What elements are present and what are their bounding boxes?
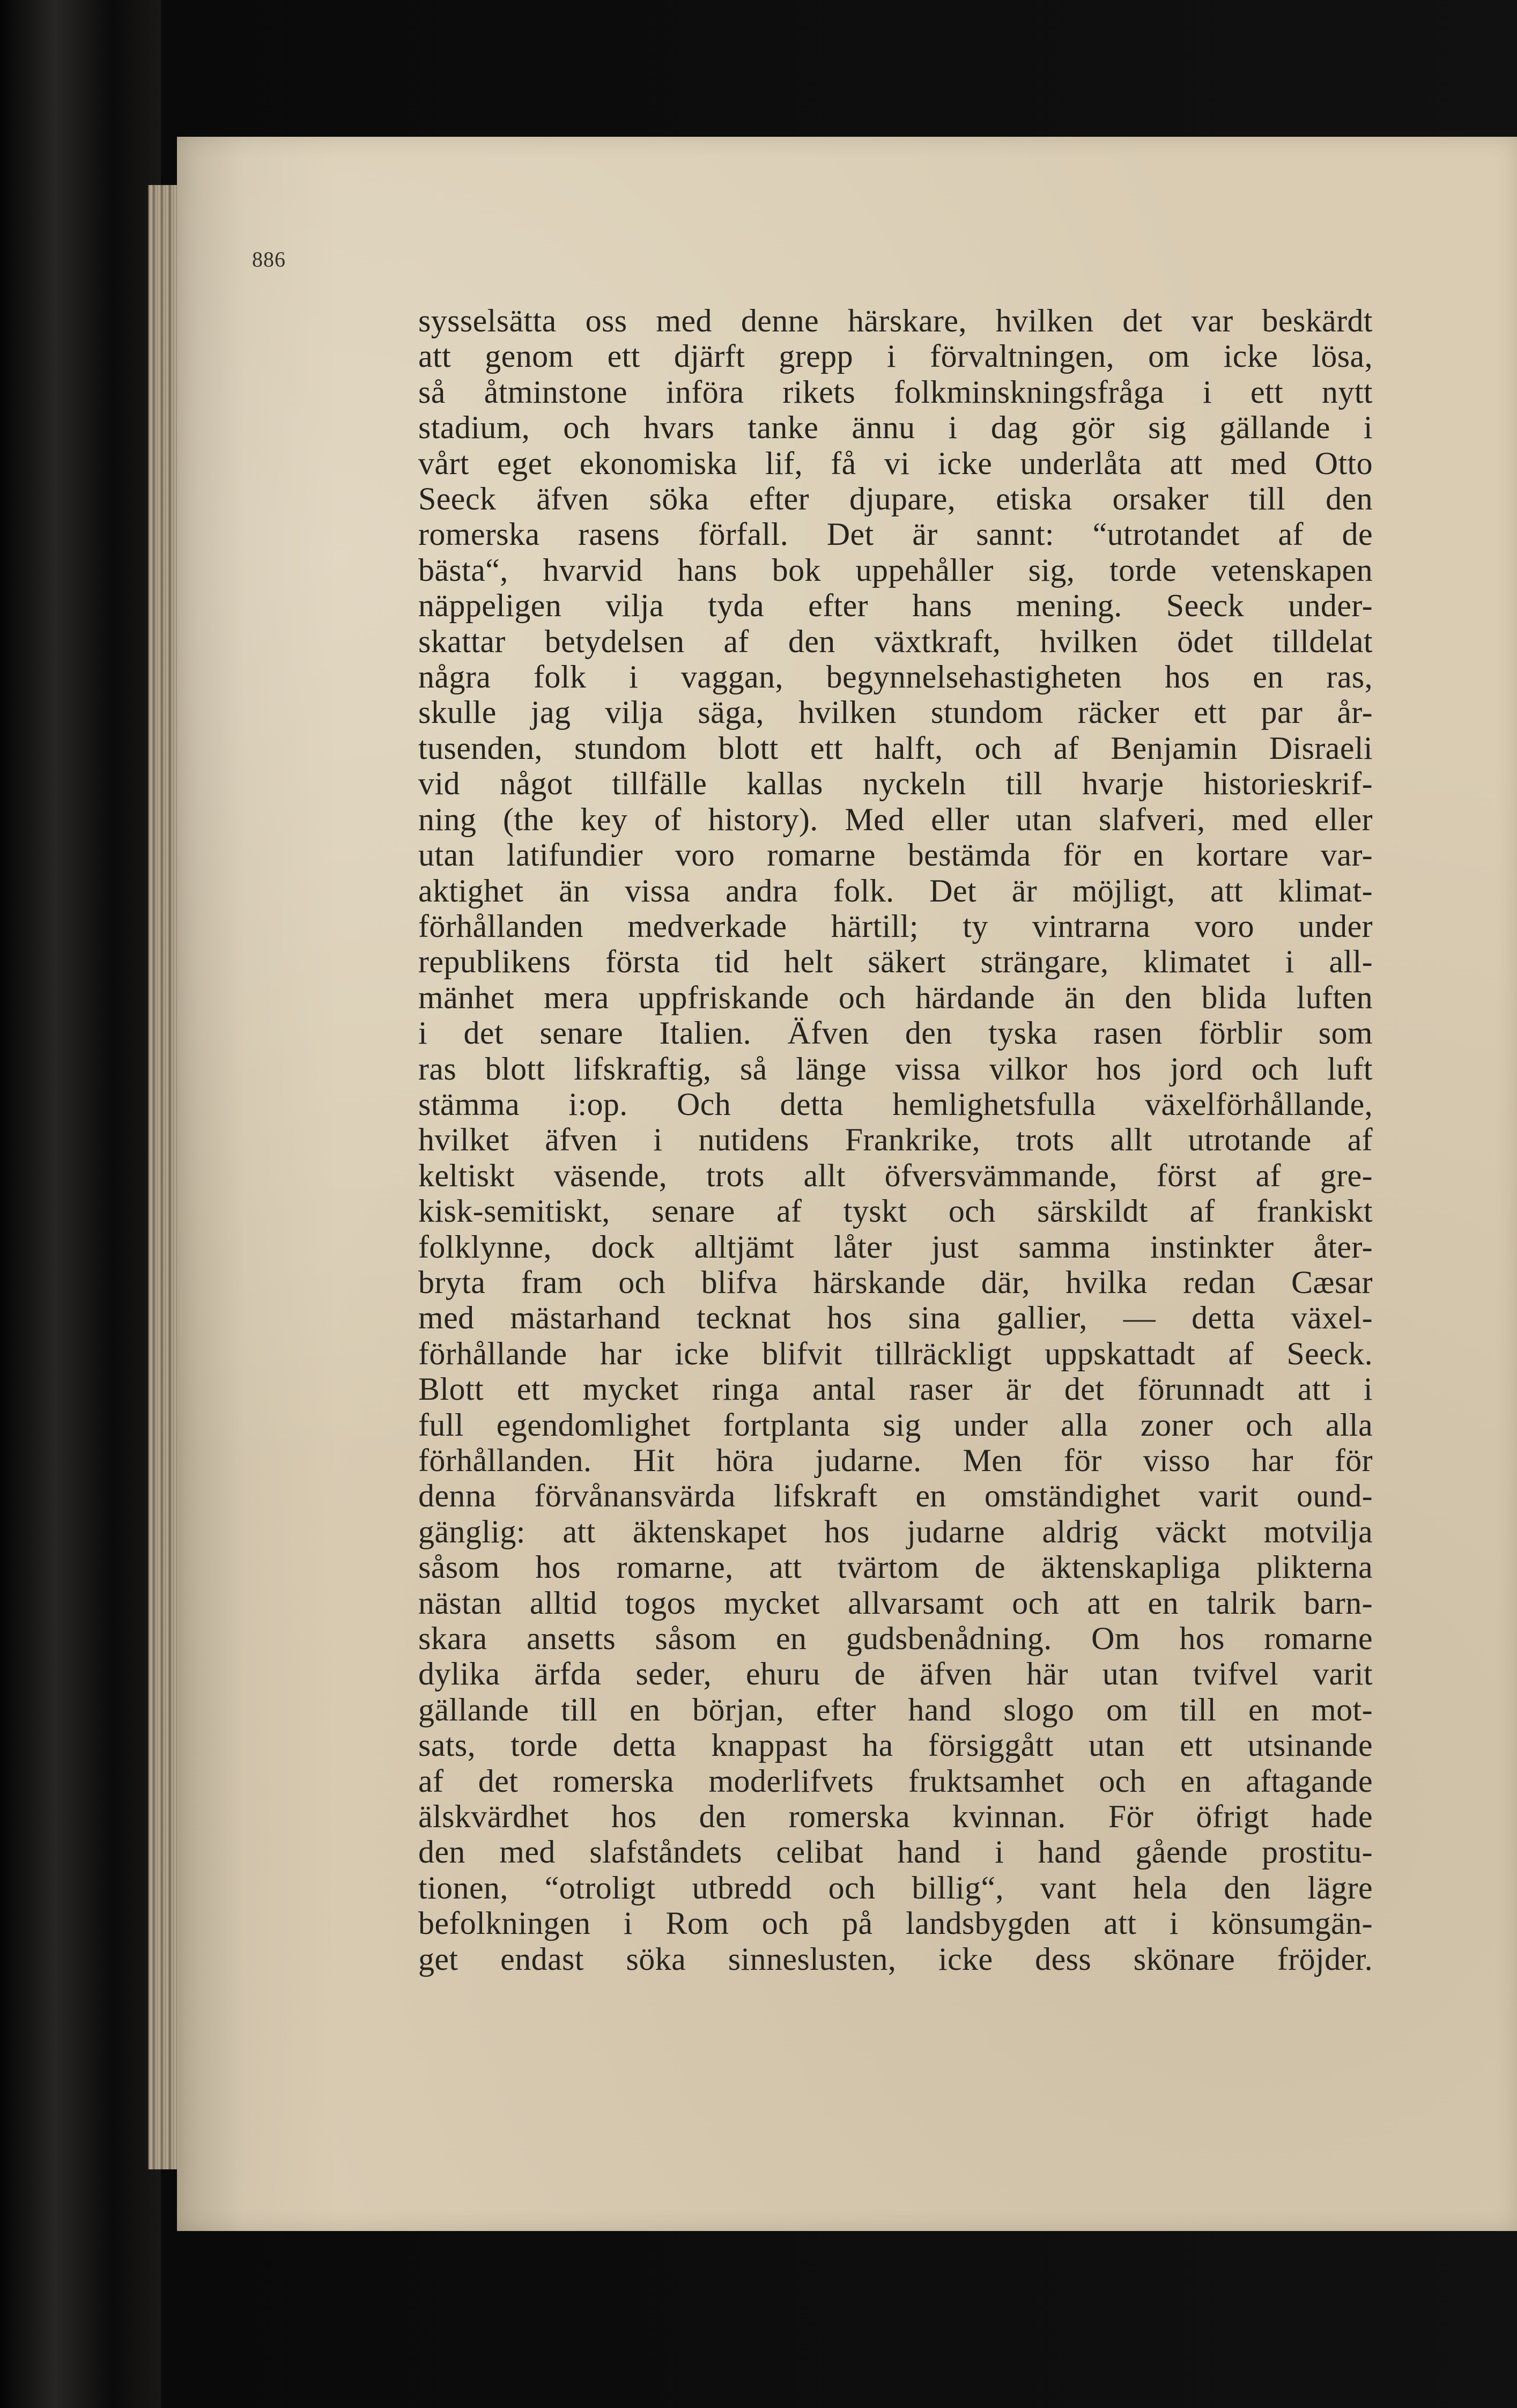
text-line: get endast söka sinneslusten, icke dess skönare fröjder. (418, 1941, 1373, 1977)
text-line: utan latifundier voro romarne bestämda för en kortare var- (418, 837, 1373, 873)
text-line: så åtminstone införa rikets folkminskningsfråga i ett nytt (418, 374, 1373, 410)
text-line: aktighet än vissa andra folk. Det är möjligt, att klimat- (418, 873, 1373, 908)
page-number: 886 (252, 247, 286, 271)
text-line: att genom ett djärft grepp i förvaltningen, om icke lösa, (418, 338, 1373, 374)
text-line: sysselsätta oss med denne härskare, hvilken det var beskärdt (418, 303, 1373, 338)
text-line: romerska rasens förfall. Det är sannt: “utrotandet af de (418, 516, 1373, 552)
text-line: förhållanden medverkade härtill; ty vintrarna voro under (418, 908, 1373, 944)
text-line: full egendomlighet fortplanta sig under alla zoner och alla (418, 1407, 1373, 1443)
text-line: bryta fram och blifva härskande där, hvilka redan Cæsar (418, 1264, 1373, 1300)
text-line: i det senare Italien. Äfven den tyska rasen förblir som (418, 1015, 1373, 1051)
text-line: ras blott lifskraftig, så länge vissa vilkor hos jord och luft (418, 1051, 1373, 1087)
text-line: näppeligen vilja tyda efter hans mening. Seeck under- (418, 588, 1373, 624)
text-line: stämma i:op. Och detta hemlighetsfulla växelförhållande, (418, 1086, 1373, 1122)
text-line: stadium, och hvars tanke ännu i dag gör sig gällande i (418, 410, 1373, 446)
text-line: några folk i vaggan, begynnelsehastigheten hos en ras, (418, 659, 1373, 695)
text-line: gällande till en början, efter hand slogo om till en mot- (418, 1691, 1373, 1727)
text-line: skara ansetts såsom en gudsbenådning. Om hos romarne (418, 1621, 1373, 1657)
text-line: den med slafståndets celibat hand i hand gående prostitu- (418, 1834, 1373, 1870)
text-line: skulle jag vilja säga, hvilken stundom räcker ett par år- (418, 695, 1373, 730)
text-line: bästa“, hvarvid hans bok uppehåller sig, torde vetenskapen (418, 552, 1373, 588)
text-line: vid något tillfälle kallas nyckeln till hvarje historieskrif- (418, 766, 1373, 802)
text-line: Seeck äfven söka efter djupare, etiska orsaker till den (418, 481, 1373, 517)
text-line: förhållanden. Hit höra judarne. Men för visso har för (418, 1443, 1373, 1478)
book-spine (0, 0, 161, 2408)
text-line: tusenden, stundom blott ett halft, och af Benjamin Disraeli (418, 730, 1373, 766)
text-line: gänglig: att äktenskapet hos judarne aldrig väckt motvilja (418, 1513, 1373, 1549)
text-line: skattar betydelsen af den växtkraft, hvilken ödet tilldelat (418, 623, 1373, 659)
text-line: ning (the key of history). Med eller utan slafveri, med eller (418, 801, 1373, 837)
text-line: såsom hos romarne, att tvärtom de äktenskapliga plikterna (418, 1549, 1373, 1585)
text-line: keltiskt väsende, trots allt öfversvämmande, först af gre- (418, 1157, 1373, 1193)
text-line: denna förvånansvärda lifskraft en omständighet varit ound- (418, 1478, 1373, 1514)
text-line: mänhet mera uppfriskande och härdande än den blida luften (418, 979, 1373, 1015)
text-line: sats, torde detta knappast ha försiggått utan ett utsinande (418, 1727, 1373, 1763)
text-line: folklynne, dock alltjämt låter just samma instinkter åter- (418, 1229, 1373, 1265)
text-line: nästan alltid togos mycket allvarsamt och att en talrik barn- (418, 1585, 1373, 1621)
text-line: Blott ett mycket ringa antal raser är det förunnadt att i (418, 1371, 1373, 1407)
text-line: tionen, “otroligt utbredd och billig“, vant hela den lägre (418, 1870, 1373, 1905)
page-text (418, 303, 1373, 1977)
text-line: kisk-semitiskt, senare af tyskt och särskildt af frankiskt (418, 1193, 1373, 1229)
text-line: hvilket äfven i nutidens Frankrike, trots allt utrotande af (418, 1122, 1373, 1158)
text-line: republikens första tid helt säkert strängare, klimatet i all- (418, 944, 1373, 980)
text-line: vårt eget ekonomiska lif, få vi icke underlåta att med Otto (418, 445, 1373, 481)
text-line: af det romerska moderlifvets fruktsamhet och en aftagande (418, 1763, 1373, 1799)
page-edges (147, 185, 181, 2169)
text-line: dylika ärfda seder, ehuru de äfven här utan tvifvel varit (418, 1656, 1373, 1692)
text-line: befolkningen i Rom och på landsbygden att i könsumgän- (418, 1905, 1373, 1941)
text-line: förhållande har icke blifvit tillräckligt uppskattadt af Seeck. (418, 1335, 1373, 1371)
text-line: med mästarhand tecknat hos sina gallier, — detta växel- (418, 1300, 1373, 1336)
text-line: älskvärdhet hos den romerska kvinnan. För öfrigt hade (418, 1799, 1373, 1835)
